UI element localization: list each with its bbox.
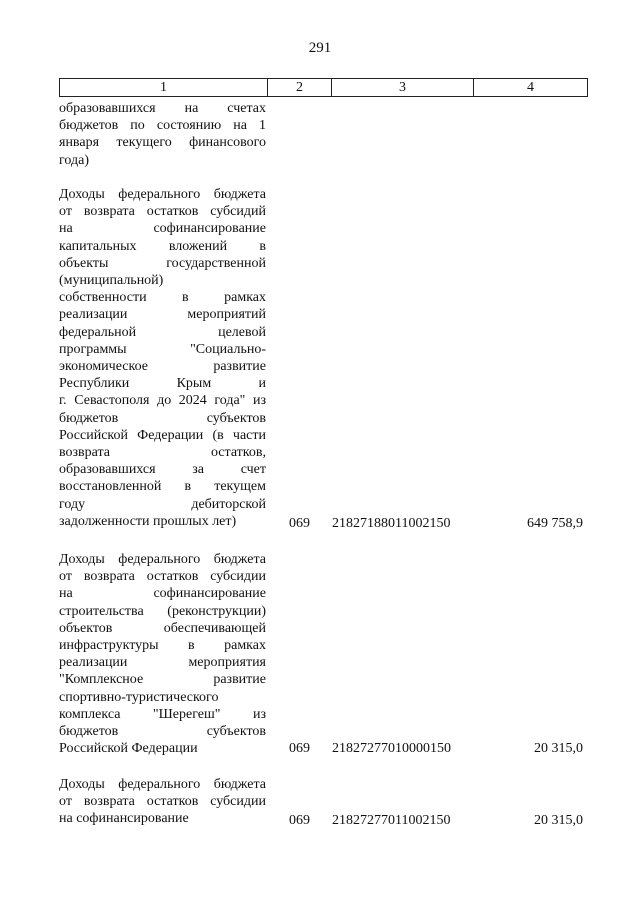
column-header-table <box>59 78 588 97</box>
description-line: программы "Социально- <box>59 341 266 357</box>
description-line: собственности в рамках <box>59 290 266 306</box>
description-line: реализации мероприятий <box>59 307 266 323</box>
description-line: (муниципальной) <box>59 273 164 289</box>
row-code: 069 <box>289 813 310 828</box>
description-line: объектов обеспечивающей <box>59 620 266 636</box>
description-line: строительства (реконструкции) <box>59 603 266 619</box>
table-row-description <box>59 776 266 828</box>
description-line: федеральной целевой <box>59 324 266 340</box>
description-line: Российской Федерации <box>59 741 198 757</box>
description-line: Доходы федерального бюджета <box>59 552 266 567</box>
description-line: "Комплексное развитие <box>59 672 266 688</box>
description-line: от возврата остатков субсидии <box>59 794 266 810</box>
table-row-description <box>59 551 266 757</box>
description-line: января текущего финансового <box>59 135 266 151</box>
table-row-description <box>59 100 266 169</box>
description-line: объекты государственной <box>59 255 266 271</box>
description-line: на софинансирование <box>59 221 266 237</box>
description-line: г. Севастополя до 2024 года" из <box>59 393 266 409</box>
description-line: от возврата остатков субсидий <box>59 204 266 220</box>
description-line: образовавшихся за счет <box>59 462 266 478</box>
description-line: образовавшихся на счетах <box>59 101 266 116</box>
column-header-3: 3 <box>332 79 474 97</box>
description-line: Доходы федерального бюджета <box>59 187 266 202</box>
column-header-2: 2 <box>268 79 332 97</box>
description-line: году дебиторской <box>59 496 266 512</box>
description-line: года) <box>59 152 89 168</box>
description-line: Доходы федерального бюджета <box>59 777 266 792</box>
description-line: восстановленной в текущем <box>59 479 266 495</box>
description-line: от возврата остатков субсидии <box>59 569 266 585</box>
description-line: реализации мероприятия <box>59 655 266 671</box>
description-line: экономическое развитие <box>59 359 266 375</box>
description-line: на софинансирование <box>59 586 266 602</box>
row-amount: 20 315,0 <box>534 741 583 756</box>
table-row-description <box>59 186 266 530</box>
description-line: возврата остатков, <box>59 445 266 461</box>
row-kbk: 21827277011002150 <box>332 813 451 828</box>
description-line: капитальных вложений в <box>59 238 266 254</box>
description-line: комплекса "Шерегеш" из <box>59 706 266 722</box>
description-line: инфраструктуры в рамках <box>59 638 266 654</box>
description-line: Республики Крым и <box>59 376 266 392</box>
row-kbk: 21827188011002150 <box>332 516 451 531</box>
description-line: бюджетов по состоянию на 1 <box>59 118 266 134</box>
row-amount: 20 315,0 <box>534 813 583 828</box>
description-line: задолженности прошлых лет) <box>59 513 237 529</box>
description-line: бюджетов субъектов <box>59 724 266 740</box>
description-line: на софинансирование <box>59 811 189 827</box>
column-header-4: 4 <box>474 79 588 97</box>
row-amount: 649 758,9 <box>527 516 583 531</box>
row-code: 069 <box>289 741 310 756</box>
description-line: Российской Федерации (в части <box>59 427 266 443</box>
column-header-1: 1 <box>60 79 268 97</box>
page-number: 291 <box>308 40 332 56</box>
row-code: 069 <box>289 516 310 531</box>
description-line: бюджетов субъектов <box>59 410 266 426</box>
row-kbk: 21827277010000150 <box>332 741 451 756</box>
description-line: спортивно-туристического <box>59 689 219 705</box>
